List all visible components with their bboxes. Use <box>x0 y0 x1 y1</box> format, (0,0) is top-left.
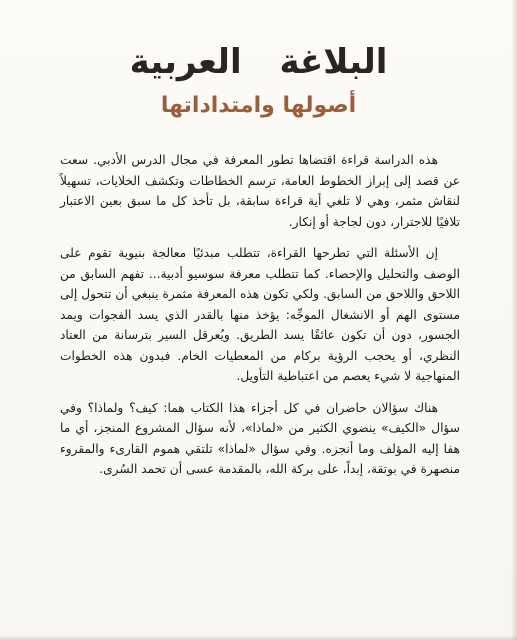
page-edge-shadow-bottom <box>0 635 517 640</box>
blurb-text <box>60 150 460 491</box>
page-edge-shadow-right <box>511 0 517 640</box>
blurb-paragraph-1: هذه الدراسة قراءة اقتضاها تطور المعرفة في مجال الدرس الأدبي. سعت عن قصد إلى إبراز الخطوط العامة، ترسم الخطاطات وتكشف الخلايات، تسهيلاً لنقاش مثمر، وهي لا تلغي أية قراءة سابقة، بل تأخذ كل ما سبق بعين الاعتبار تلافيًا للاجترار، دون لجاجة أو إنكار. <box>60 153 460 229</box>
book-title: البلاغة العربية <box>129 42 388 82</box>
blurb-paragraph-2: إن الأسئلة التي تطرحها القراءة، تتطلب مبدئيًا معالجة بنيوية تقوم على الوصف والتحليل والإحصاء. كما تتطلب معرفة سوسيو أدبية... تفهم السابق من اللاحق واللاحق من السابق. ولكي تكون هذه المعرفة مثمرة ينبغي أن تتحول إلى مستوى الهم أو الانشغال الموجِّه: يؤخذ منها بالقدر الذي يسد الفجوات ويمد الجسور، دون أن تكون عائقًا يسد الطريق. ويُعرقل السير بترسانة من العتاد النظري، أو يحجب الرؤية بركام من المعطيات الخام. فبدون هذه الخطوات المنهاجية لا شيء يعصم من اعتباطية التأويل. <box>60 246 460 383</box>
book-subtitle: أصولها وامتداداتها <box>160 93 357 118</box>
blurb-paragraph-3: هناك سؤالان حاضران في كل أجزاء هذا الكتاب هما: كيف؟ ولماذا؟ وفي سؤال «الكيف» ينضوي الكثير من «لماذا»، لأنه سؤال المشروع المنجز، أي ما هفا إليه المؤلف وما أنجزه. وفي سؤال «لماذا» تلتقي هموم القارىء والمقروء منصهرة في بوتقة، إبداً، على بركة الله، بالمقدمة عسى أن تحمد السُرى. <box>60 400 460 476</box>
